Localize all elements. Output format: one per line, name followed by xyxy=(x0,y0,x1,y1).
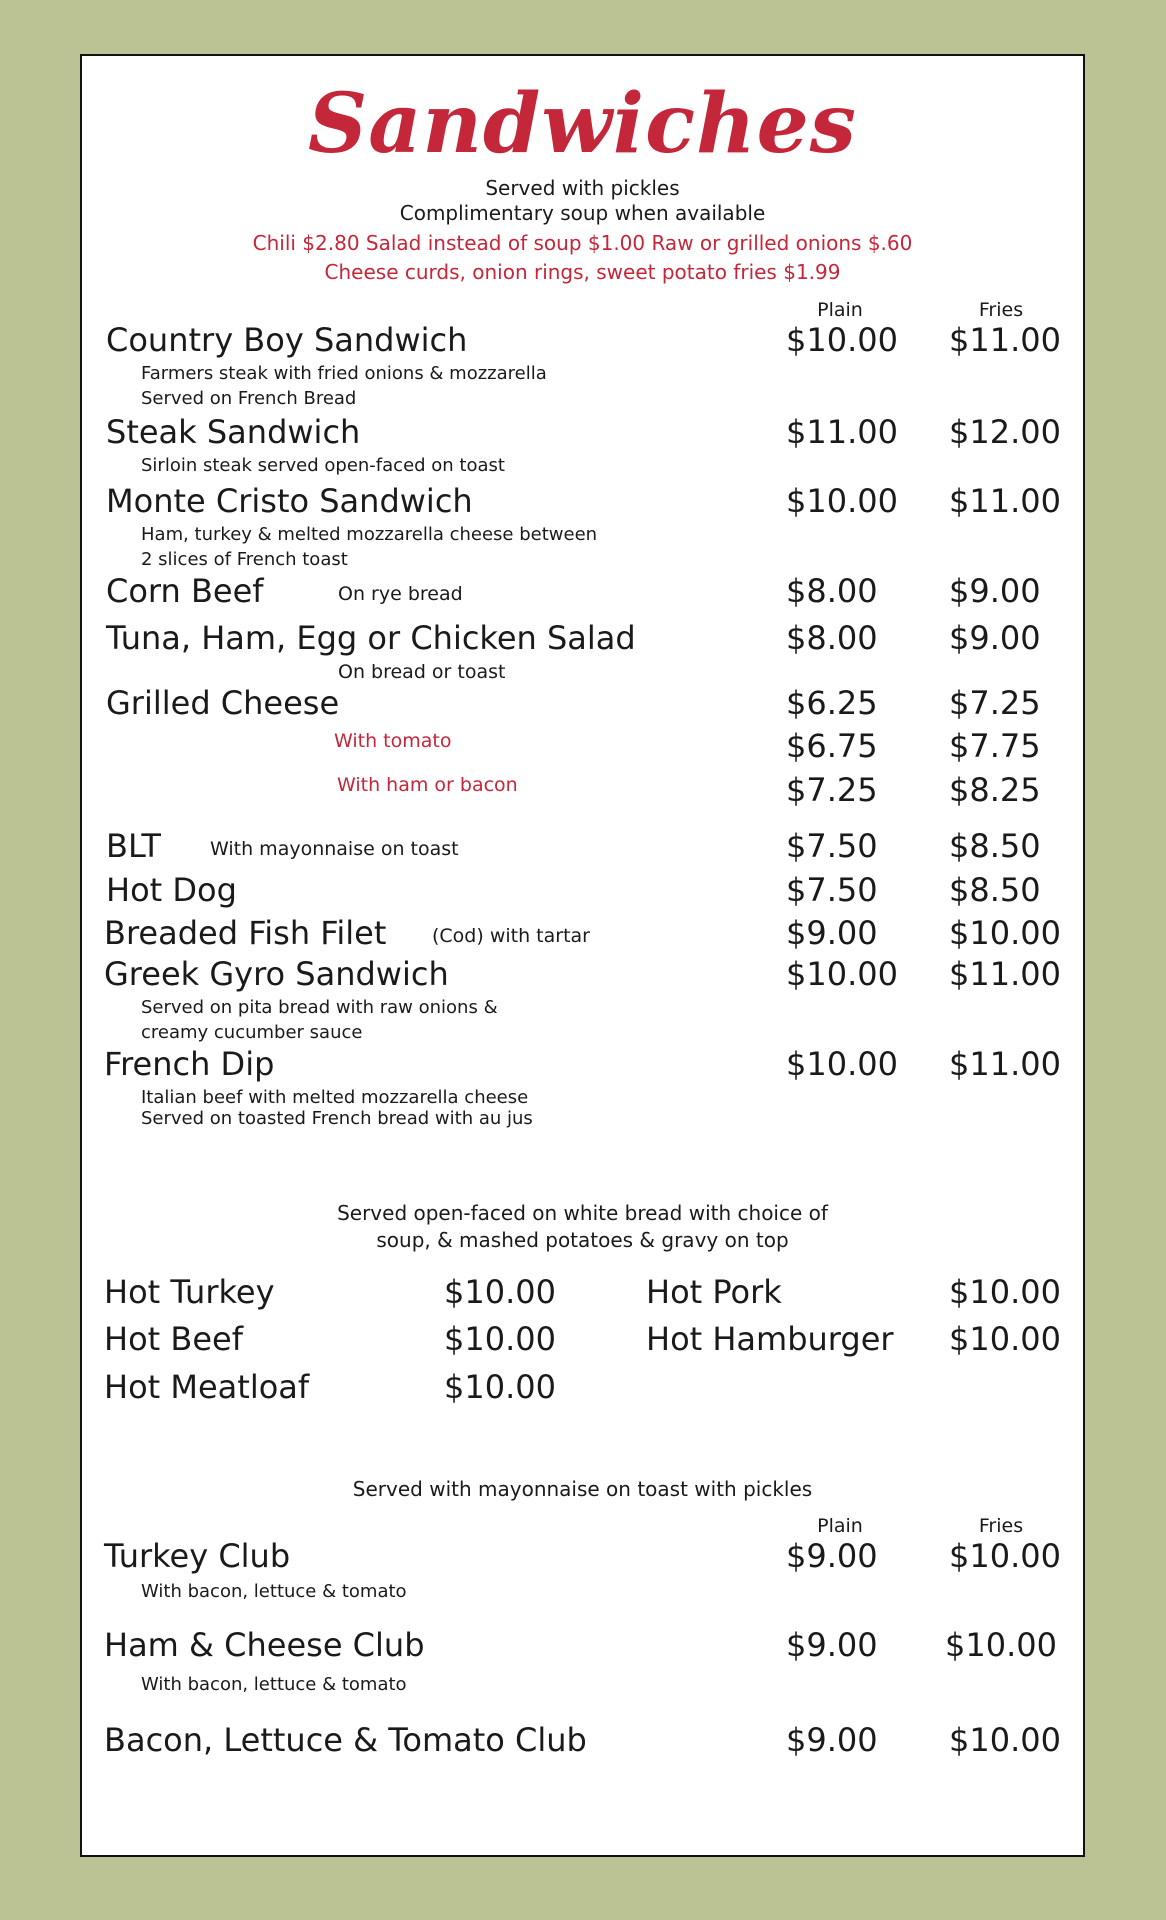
item-note: On rye bread xyxy=(338,583,463,605)
column-header-plain: Plain xyxy=(817,1515,863,1537)
item-price-plain: $7.50 xyxy=(786,871,878,909)
item-price-fries: $9.00 xyxy=(949,619,1041,657)
column-header-fries: Fries xyxy=(978,1515,1024,1537)
item-price-fries: $11.00 xyxy=(949,1045,1061,1083)
item-price-plain: $9.00 xyxy=(786,914,878,952)
hot-item-name: Hot Hamburger xyxy=(646,1320,894,1358)
club-price-fries: $10.00 xyxy=(949,1537,1061,1575)
item-price-fries: $7.25 xyxy=(949,684,1041,722)
item-price-plain: $10.00 xyxy=(786,1045,898,1083)
item-price-fries: $11.00 xyxy=(949,482,1061,520)
item-name: Tuna, Ham, Egg or Chicken Salad xyxy=(106,619,636,657)
item-description: Served on pita bread with raw onions & xyxy=(141,997,498,1018)
item-description: Farmers steak with fried onions & mozzarella xyxy=(141,363,547,384)
item-price-plain: $7.25 xyxy=(786,771,878,809)
item-description: Ham, turkey & melted mozzarella cheese between xyxy=(141,524,598,545)
hot-item-price: $10.00 xyxy=(949,1320,1061,1358)
item-description: creamy cucumber sauce xyxy=(141,1022,363,1043)
item-name: Grilled Cheese xyxy=(106,684,340,722)
item-price-plain: $6.75 xyxy=(786,727,878,765)
item-price-plain: $8.00 xyxy=(786,619,878,657)
item-price-fries: $11.00 xyxy=(949,321,1061,359)
item-name: Greek Gyro Sandwich xyxy=(104,955,449,993)
menu-title: Sandwiches xyxy=(308,76,857,172)
item-name: Monte Cristo Sandwich xyxy=(106,482,473,520)
club-price-fries: $10.00 xyxy=(949,1721,1061,1759)
item-price-fries: $8.50 xyxy=(949,827,1041,865)
item-price-plain: $10.00 xyxy=(786,321,898,359)
hot-item-price: $10.00 xyxy=(444,1368,556,1406)
item-price-fries: $9.00 xyxy=(949,572,1041,610)
item-description: Italian beef with melted mozzarella cheese xyxy=(141,1087,529,1108)
hot-item-name: Hot Beef xyxy=(104,1320,243,1358)
item-name: BLT xyxy=(106,827,161,865)
hot-item-price: $10.00 xyxy=(444,1320,556,1358)
menu-page xyxy=(80,54,1085,1857)
column-header-fries: Fries xyxy=(978,299,1024,321)
intro-soup: Complimentary soup when available xyxy=(399,201,766,225)
item-description: Sirloin steak served open-faced on toast xyxy=(141,455,505,476)
club-item-name: Turkey Club xyxy=(104,1537,291,1575)
hot-item-name: Hot Meatloaf xyxy=(104,1368,310,1406)
item-note: (Cod) with tartar xyxy=(432,925,590,947)
item-name: Corn Beef xyxy=(106,572,264,610)
column-header-plain: Plain xyxy=(817,299,863,321)
item-price-fries: $10.00 xyxy=(949,914,1061,952)
item-price-plain: $7.50 xyxy=(786,827,878,865)
item-variant: With tomato xyxy=(334,730,452,752)
club-price-plain: $9.00 xyxy=(786,1626,878,1664)
item-name: French Dip xyxy=(104,1045,275,1083)
item-price-plain: $8.00 xyxy=(786,572,878,610)
club-description: With bacon, lettuce & tomato xyxy=(141,1674,407,1695)
addons-line-1: Chili $2.80 Salad instead of soup $1.00 Raw or grilled onions $.60 xyxy=(252,231,913,255)
hot-item-name: Hot Pork xyxy=(646,1273,782,1311)
item-name: Breaded Fish Filet xyxy=(104,914,387,952)
item-price-plain: $6.25 xyxy=(786,684,878,722)
item-price-fries: $7.75 xyxy=(949,727,1041,765)
item-price-fries: $12.00 xyxy=(949,413,1061,451)
item-price-plain: $11.00 xyxy=(786,413,898,451)
item-description: 2 slices of French toast xyxy=(141,549,348,570)
item-price-fries: $8.25 xyxy=(949,771,1041,809)
item-price-plain: $10.00 xyxy=(786,955,898,993)
item-variant: With ham or bacon xyxy=(337,774,518,796)
item-note: With mayonnaise on toast xyxy=(210,838,459,860)
item-name: Steak Sandwich xyxy=(106,413,361,451)
club-price-plain: $9.00 xyxy=(786,1537,878,1575)
hot-item-price: $10.00 xyxy=(949,1273,1061,1311)
item-description: Served on toasted French bread with au jus xyxy=(141,1108,533,1129)
item-price-fries: $8.50 xyxy=(949,871,1041,909)
hot-section-intro-2: soup, & mashed potatoes & gravy on top xyxy=(376,1228,789,1252)
hot-section-intro-1: Served open-faced on white bread with choice of xyxy=(337,1201,828,1225)
item-note: On bread or toast xyxy=(338,661,506,683)
item-name: Country Boy Sandwich xyxy=(106,321,468,359)
hot-item-price: $10.00 xyxy=(444,1273,556,1311)
club-price-plain: $9.00 xyxy=(786,1721,878,1759)
hot-item-name: Hot Turkey xyxy=(104,1273,275,1311)
intro-pickles: Served with pickles xyxy=(485,176,680,200)
item-name: Hot Dog xyxy=(106,871,237,909)
club-item-name: Bacon, Lettuce & Tomato Club xyxy=(104,1721,587,1759)
club-section-intro: Served with mayonnaise on toast with pickles xyxy=(352,1477,813,1501)
item-price-plain: $10.00 xyxy=(786,482,898,520)
item-description: Served on French Bread xyxy=(141,388,357,409)
club-price-fries: $10.00 xyxy=(945,1626,1057,1664)
item-price-fries: $11.00 xyxy=(949,955,1061,993)
club-description: With bacon, lettuce & tomato xyxy=(141,1581,407,1602)
addons-line-2: Cheese curds, onion rings, sweet potato fries $1.99 xyxy=(324,260,841,284)
club-item-name: Ham & Cheese Club xyxy=(104,1626,425,1664)
